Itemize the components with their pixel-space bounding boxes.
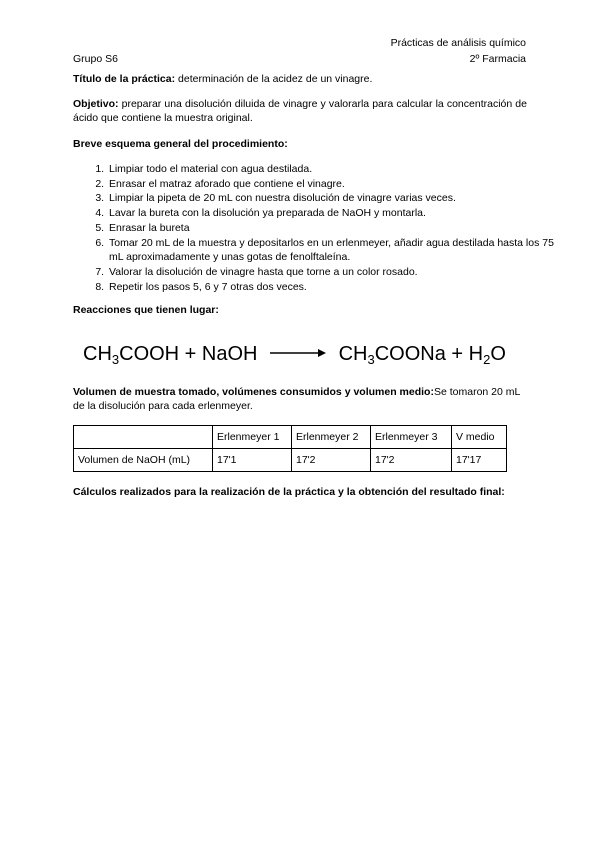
list-item: 8. Repetir los pasos 5, 6 y 7 otras dos veces. — [107, 280, 561, 295]
objective — [73, 97, 527, 125]
list-item: 5. Enrasar la bureta — [107, 221, 561, 236]
practice-title-label: Título de la práctica: — [73, 73, 176, 85]
product-formula — [339, 343, 506, 365]
volumes-paragraph — [73, 385, 527, 413]
calculations-heading-text: Cálculos realizados para la realización de la práctica y la obtención del resultado final: — [73, 486, 505, 498]
procedure-list — [73, 162, 561, 294]
product-part: CH — [338, 343, 368, 365]
procedure-heading — [73, 137, 527, 151]
table-cell: V medio — [452, 426, 507, 449]
table-cell: Erlenmeyer 3 — [371, 426, 452, 449]
calculations-heading — [73, 485, 527, 499]
header-course: Prácticas de análisis químico — [390, 37, 526, 49]
product-rest: COONa + H — [374, 343, 484, 365]
table-cell — [74, 426, 213, 449]
water-end: O — [490, 343, 506, 365]
reactions-heading — [73, 303, 527, 317]
table-cell: 17'17 — [452, 449, 507, 472]
table-cell: 17'1 — [213, 449, 292, 472]
table-row — [74, 449, 507, 472]
reactant-subscript: 3 — [111, 352, 120, 367]
list-item: 1. Limpiar todo el material con agua destilada. — [107, 162, 561, 177]
chemical-reaction — [83, 340, 506, 374]
reactant-rest: COOH + NaOH — [119, 343, 258, 365]
list-item: 3. Limpiar la pipeta de 20 mL con nuestra disolución de vinagre varias veces. — [107, 191, 561, 206]
table-cell: Volumen de NaOH (mL) — [74, 449, 213, 472]
procedure-heading-text: Breve esquema general del procedimiento: — [73, 138, 288, 150]
list-item: 7. Valorar la disolución de vinagre hasta que torne a un color rosado. — [107, 265, 561, 280]
objective-text: preparar una disolución diluida de vinagre y valorarla para calcular la concentración de ácido que contiene la muestra original. — [73, 98, 527, 124]
water-subscript: 2 — [483, 352, 491, 367]
reactant-part: CH — [83, 343, 112, 365]
volumes-table — [73, 425, 507, 472]
list-item: 2. Enrasar el matraz aforado que contiene el vinagre. — [107, 177, 561, 192]
practice-title — [73, 72, 527, 86]
reaction-arrow-icon — [269, 347, 327, 359]
practice-title-text: determinación de la acidez de un vinagre. — [175, 73, 373, 85]
table-header-row — [74, 426, 507, 449]
volumes-text: Se tomaron 20 mL de la disolución para cada erlenmeyer. — [73, 386, 520, 412]
volumes-label: Volumen de muestra tomado, volúmenes consumidos y volumen medio: — [73, 386, 434, 398]
reactions-heading-text: Reacciones que tienen lugar: — [73, 304, 219, 316]
reactant-formula — [83, 343, 257, 365]
table-cell: Erlenmeyer 1 — [213, 426, 292, 449]
header-degree: 2º Farmacia — [469, 53, 526, 65]
table-cell: Erlenmeyer 2 — [292, 426, 371, 449]
table-cell: 17'2 — [371, 449, 452, 472]
table-cell: 17'2 — [292, 449, 371, 472]
list-item: 4. Lavar la bureta con la disolución ya preparada de NaOH y montarla. — [107, 206, 561, 221]
product-subscript: 3 — [367, 352, 375, 367]
objective-label: Objetivo: — [73, 98, 119, 110]
header-group: Grupo S6 — [73, 53, 118, 65]
list-item: 6. Tomar 20 mL de la muestra y depositarlos en un erlenmeyer, añadir agua destilada hasta los 75 mL aproximadamente y unas gotas de fenolftaleína. — [107, 236, 561, 265]
